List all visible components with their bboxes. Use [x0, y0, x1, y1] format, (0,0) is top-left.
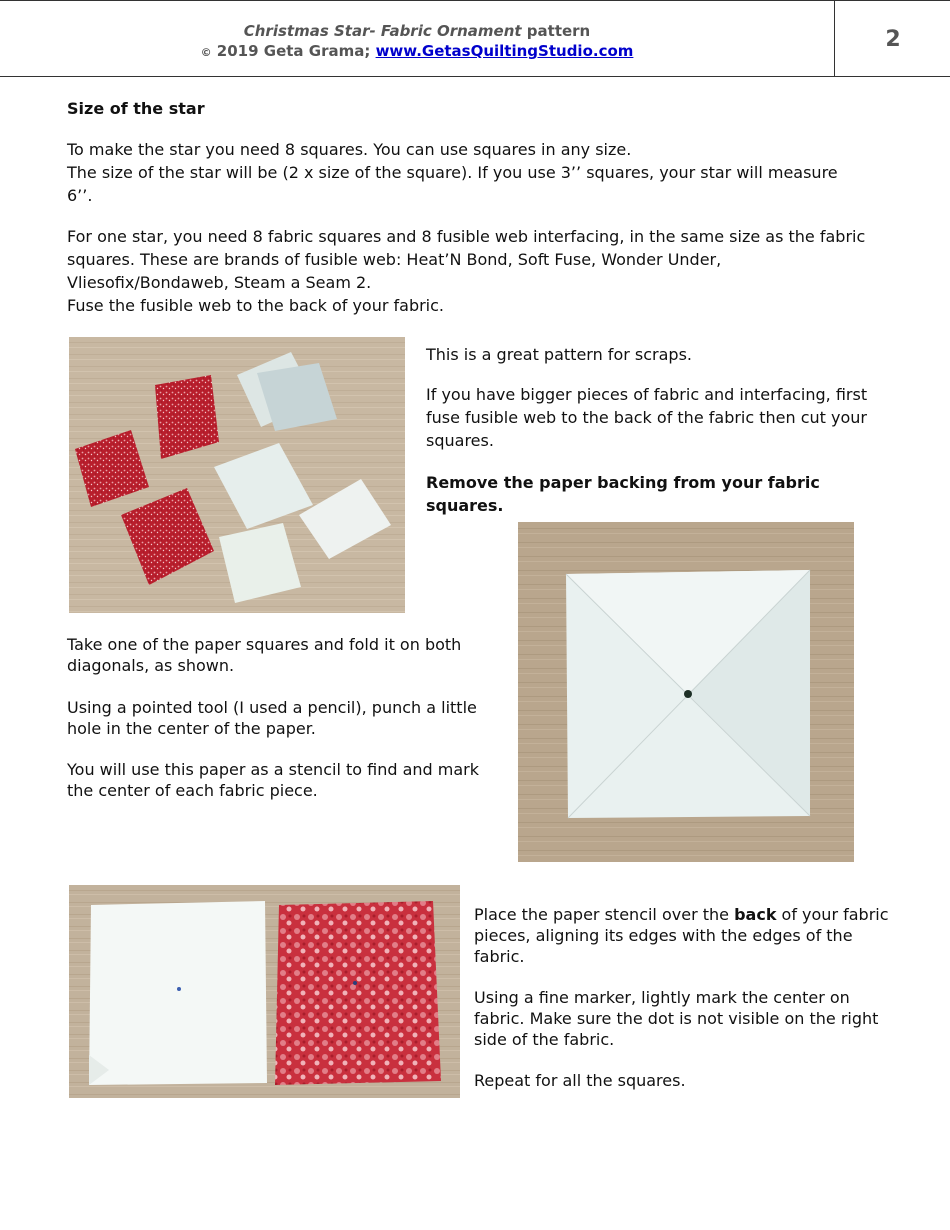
text-mark-center: Using a fine marker, lightly mark the center on fabric. Make sure the dot is not visible on the right side of the fabric.: [474, 988, 879, 1049]
text-bigger-pieces: If you have bigger pieces of fabric and interfacing, first fuse fusible web to the back of the fabric then cut your squares.: [426, 385, 868, 450]
photo-fabric-squares: [69, 337, 405, 613]
header-title-italic: Christmas Star- Fabric Ornament: [243, 22, 522, 40]
header-title-rest: pattern: [521, 22, 591, 40]
text-place-bold: back: [734, 905, 777, 924]
page-number: 2: [885, 27, 901, 52]
para-squares: [67, 138, 867, 207]
text-place-stencil: [474, 904, 894, 967]
text-stencil: You will use this paper as a stencil to find and mark the center of each fabric piece.: [67, 760, 479, 800]
para-squares-line2: The size of the star will be (2 x size of the square). If you use 3’’ squares, your star will measure 6’’.: [67, 163, 838, 205]
text-fold-paper: Take one of the paper squares and fold it on both diagonals, as shown.: [67, 635, 462, 675]
photo-stencil-and-fabric: [69, 885, 460, 1098]
para-fusible-line2: Fuse the fusible web to the back of your fabric.: [67, 296, 445, 315]
text-place-pre: Place the paper stencil over the: [474, 905, 735, 924]
copyright-icon: ©: [200, 46, 212, 59]
text-remove-backing: Remove the paper backing from your fabric squares.: [426, 473, 820, 515]
header-title-block: [0, 1, 835, 77]
page-header: [0, 0, 950, 77]
section-heading: Size of the star: [67, 99, 205, 118]
para-fusible-text: For one star, you need 8 fabric squares and 8 fusible web interfacing, in the same size as the fabric squares. These are brands of fusible web: Heat’N Bond, Soft Fuse, Wonder Under, Vliesofix/Bondaweb, Steam a Seam 2.: [67, 227, 866, 292]
text-scraps: This is a great pattern for scraps.: [426, 345, 692, 364]
text-repeat: Repeat for all the squares.: [474, 1071, 686, 1090]
copyright-text: 2019 Geta Grama;: [211, 42, 376, 60]
text-punch-hole: Using a pointed tool (I used a pencil), punch a little hole in the center of the paper.: [67, 698, 477, 738]
header-copyright: [0, 41, 834, 63]
header-title: [0, 21, 834, 41]
website-link[interactable]: www.GetasQuiltingStudio.com: [375, 42, 634, 60]
text-place-post: of your fabric pieces, aligning its edges with the edges of the fabric.: [474, 905, 889, 966]
para-fusible: [67, 225, 887, 317]
photo-folded-paper: [518, 522, 854, 862]
para-squares-line1: To make the star you need 8 squares. You can use squares in any size.: [67, 140, 632, 159]
